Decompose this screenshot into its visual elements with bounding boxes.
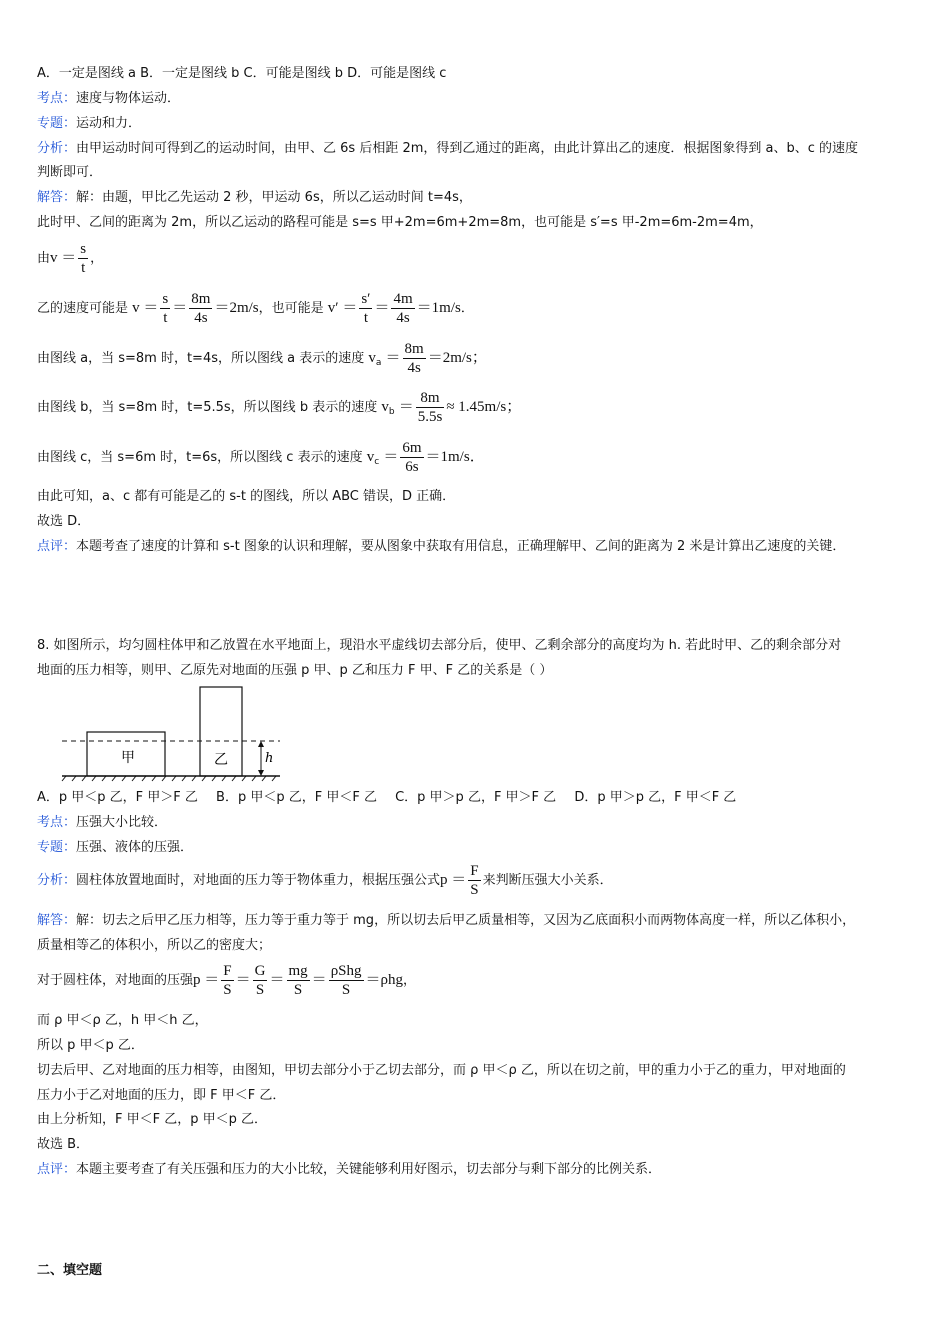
p-eq: p ＝ (193, 972, 220, 988)
p-eq: p ＝ (440, 872, 467, 888)
you-text: 由 (37, 251, 51, 266)
q7-zhuanti (37, 115, 141, 133)
denominator: S (255, 982, 265, 998)
numerator: 8m (404, 341, 424, 357)
q7-speed-possibilities (37, 290, 474, 327)
jieda-label: 解答： (37, 190, 77, 205)
q7-jieda-distance: 此时甲、乙间的距离为 2m，所以乙运动的路程可能是 s=s 甲+2m=6m+2m=8m，也可能是 s′=s 甲-2m=6m-2m=4m， (37, 215, 763, 230)
q7-line-b (37, 389, 521, 426)
eq: ＝ (398, 399, 414, 415)
line-c-text: 由图线 c，当 s=6m 时，t=6s，所以图线 c 表示的速度 (37, 450, 363, 465)
q8-summary: 由上分析知，F 甲＜F 乙，p 甲＜p 乙． (37, 1112, 267, 1127)
numerator: s′ (361, 291, 371, 307)
q8-stem-cont: 地面的压力相等，则甲、乙原先对地面的压强 p 甲、p 乙和压力 F 甲、F 乙的关系是（ ） (37, 663, 553, 678)
q8-options (37, 789, 750, 807)
fraction-mg-over-S (287, 962, 310, 999)
numerator: F (223, 963, 232, 979)
fenxi-post: 来判断压强大小关系． (482, 873, 613, 888)
q7-formula-v (37, 240, 103, 277)
denominator: S (293, 982, 303, 998)
q7-options: A．一定是图线 a B．一定是图线 b C．可能是图线 b D．可能是图线 c (37, 66, 447, 81)
period: ． (460, 301, 474, 316)
dianping-label: 点评： (37, 539, 77, 554)
numerator: ρShg (330, 963, 362, 979)
vb-symbol: v (381, 399, 389, 415)
label-h: h (265, 751, 274, 766)
q7-dianping (37, 538, 845, 556)
result-145ms: ≈ 1.45m/s； (446, 399, 522, 415)
label-yi: 乙 (214, 752, 228, 768)
dianping-label: 点评： (37, 1162, 77, 1177)
vp-eq: v′ ＝ (327, 300, 358, 316)
comma: ， (90, 251, 104, 266)
va-symbol: v (368, 350, 376, 366)
fraction-sp-over-t (359, 290, 372, 327)
line-b-text: 由图线 b，当 s=8m 时，t=5.5s，所以图线 b 表示的速度 (37, 400, 378, 415)
dianping-text: 本题主要考查了有关压强和压力的大小比较，关键能够利用好图示，切去部分与剩下部分的比例关系． (76, 1162, 662, 1177)
q8-cut-analysis: 切去后甲、乙对地面的压力相等，由图知，甲切去部分小于乙切去部分，而 ρ 甲＜ρ 乙，所以在切之前，甲的重力小于乙的重力，甲对地面的 (37, 1063, 846, 1078)
v-eq: v ＝ (132, 300, 159, 316)
jieda-label: 解答： (37, 913, 77, 928)
eq: ＝ (374, 300, 390, 316)
v-eq: v ＝ (50, 250, 77, 266)
section-title: 二、填空题 (37, 1263, 103, 1278)
dianping-text: 本题考查了速度的计算和 s-t 图象的认识和理解，要从图象中获取有用信息，正确理解甲、乙间的距离为 2 米是计算出乙速度的关键． (76, 539, 846, 554)
option-a: A．p 甲＜p 乙，F 甲＞F 乙 (37, 790, 198, 805)
q8-stem: 8. 如图所示，均匀圆柱体甲和乙放置在水平地面上，现沿水平虚线切去部分后，使甲、乙剩余部分的高度均为 h. 若此时甲、乙的剩余部分对 (37, 638, 842, 653)
cylinders-diagram (60, 684, 290, 784)
denominator: 6s (405, 459, 419, 475)
q8-dianping (37, 1161, 661, 1179)
q8-zhuanti (37, 839, 193, 857)
fraction-8m-over-4s (403, 340, 426, 377)
numerator: s (80, 241, 87, 257)
denominator: 4s (407, 360, 421, 376)
eq: ＝ (235, 972, 251, 988)
q7-line-c (37, 439, 485, 476)
numerator: 4m (393, 291, 413, 307)
result-2ms: ＝2m/s (214, 300, 259, 316)
result-rhohg: ＝ρhg (365, 972, 404, 988)
fraction-4m-over-4s (391, 290, 414, 327)
result-1ms: ＝1m/s． (425, 449, 485, 465)
q8-cylinder-formula (37, 962, 416, 999)
kaodian-label: 考点： (37, 815, 77, 830)
denominator: 4s (194, 310, 208, 326)
denominator: S (223, 982, 232, 998)
fraction-8m-over-55s (416, 389, 445, 426)
fraction-6m-over-6s (400, 439, 423, 476)
option-d: D．p 甲＞p 乙，F 甲＜F 乙 (574, 790, 737, 805)
eq: ＝ (385, 350, 401, 366)
q8-kaodian (37, 814, 167, 832)
eq: ＝ (311, 972, 327, 988)
numerator: s (162, 291, 169, 307)
jieda-text: 解：切去之后甲乙压力相等，压力等于重力等于 mg，所以切去后甲乙质量相等，又因为乙底面积小而两物体高度一样，所以乙体积小， (76, 913, 856, 928)
label-jia: 甲 (121, 750, 135, 766)
option-c: C．p 甲＞p 乙，F 甲＞F 乙 (395, 790, 557, 805)
denominator: 4s (396, 310, 410, 326)
fraction-F-over-S (221, 962, 233, 999)
h-arrow-head-top (258, 741, 264, 747)
eq: ＝ (269, 972, 285, 988)
denominator: t (363, 310, 368, 326)
vb-subscript: b (388, 407, 395, 417)
option-b: B．p 甲＜p 乙，F 甲＜F 乙 (216, 790, 377, 805)
speed-pre: 乙的速度可能是 (37, 301, 129, 316)
q8-cut-analysis-cont: 压力小于乙对地面的压力，即 F 甲＜F 乙． (37, 1088, 286, 1103)
fraction-s-over-t (160, 290, 170, 327)
fenxi-label: 分析： (37, 141, 77, 156)
vc-subscript: c (374, 457, 380, 467)
q7-fenxi (37, 140, 858, 158)
fraction-F-over-S (468, 862, 480, 899)
vc-symbol: v (366, 449, 375, 465)
denominator: S (470, 882, 479, 898)
h-arrow-head-bottom (258, 770, 264, 776)
numerator: G (254, 963, 266, 979)
fraction-8m-over-4s (189, 290, 212, 327)
result-2ms: ＝2m/s； (427, 350, 487, 366)
q8-jieda-cont: 质量相等乙的体积小，所以乙的密度大； (37, 938, 272, 953)
q8-jieda (37, 912, 855, 930)
numerator: mg (288, 963, 308, 979)
denominator: t (81, 260, 86, 276)
q7-line-a (37, 340, 487, 377)
q8-rho-compare: 而 ρ 甲＜ρ 乙，h 甲＜h 乙， (37, 1013, 208, 1028)
denominator: t (163, 310, 168, 326)
zhuanti-text: 压强、液体的压强． (76, 840, 194, 855)
denominator: S (341, 982, 351, 998)
q8-fenxi (37, 862, 613, 899)
zhuanti-text: 运动和力． (76, 116, 142, 131)
eq: ＝ (383, 449, 399, 465)
denominator: 5.5s (417, 409, 443, 425)
zhuanti-label: 专题： (37, 840, 77, 855)
q7-jieda (37, 189, 472, 207)
fenxi-text: 由甲运动时间可得到乙的运动时间，由甲、乙 6s 后相距 2m，得到乙通过的距离，由此计算出乙的速度．根据图象得到 a、b、c 的速度 (76, 141, 859, 156)
comma: ， (403, 973, 417, 988)
q7-answer: 故选 D． (37, 514, 91, 529)
numerator: 8m (416, 389, 445, 408)
numerator: 6m (402, 440, 422, 456)
q7-kaodian (37, 90, 180, 108)
line-a-text: 由图线 a，当 s=8m 时，t=4s，所以图线 a 表示的速度 (37, 351, 365, 366)
numerator: 8m (191, 291, 211, 307)
q7-conclusion: 由此可知，a、c 都有可能是乙的 s-t 的图线，所以 ABC 错误，D 正确． (37, 489, 456, 504)
cyl-pre: 对于圆柱体，对地面的压强 (37, 973, 194, 988)
fenxi-label: 分析： (37, 873, 77, 888)
kaodian-label: 考点： (37, 91, 77, 106)
q8-p-compare: 所以 p 甲＜p 乙． (37, 1038, 144, 1053)
fenxi-pre: 圆柱体放置地面时，对地面的压力等于物体重力，根据压强公式 (76, 873, 441, 888)
fraction-s-over-t (78, 240, 88, 277)
kaodian-text: 压强大小比较． (76, 815, 168, 830)
zhuanti-label: 专题： (37, 116, 77, 131)
eq: ＝ (172, 300, 188, 316)
numerator: F (470, 863, 479, 879)
va-subscript: a (375, 358, 382, 368)
kaodian-text: 速度与物体运动． (76, 91, 181, 106)
fraction-rhoShg-over-S (329, 962, 364, 999)
q7-fenxi-cont: 判断即可． (37, 165, 103, 180)
fraction-G-over-S (253, 962, 268, 999)
jieda-text: 解：由题，甲比乙先运动 2 秒，甲运动 6s，所以乙运动时间 t=4s， (76, 190, 472, 205)
also-text: ，也可能是 (258, 301, 324, 316)
result-1ms: ＝1m/s (416, 300, 461, 316)
q8-answer: 故选 B． (37, 1137, 90, 1152)
